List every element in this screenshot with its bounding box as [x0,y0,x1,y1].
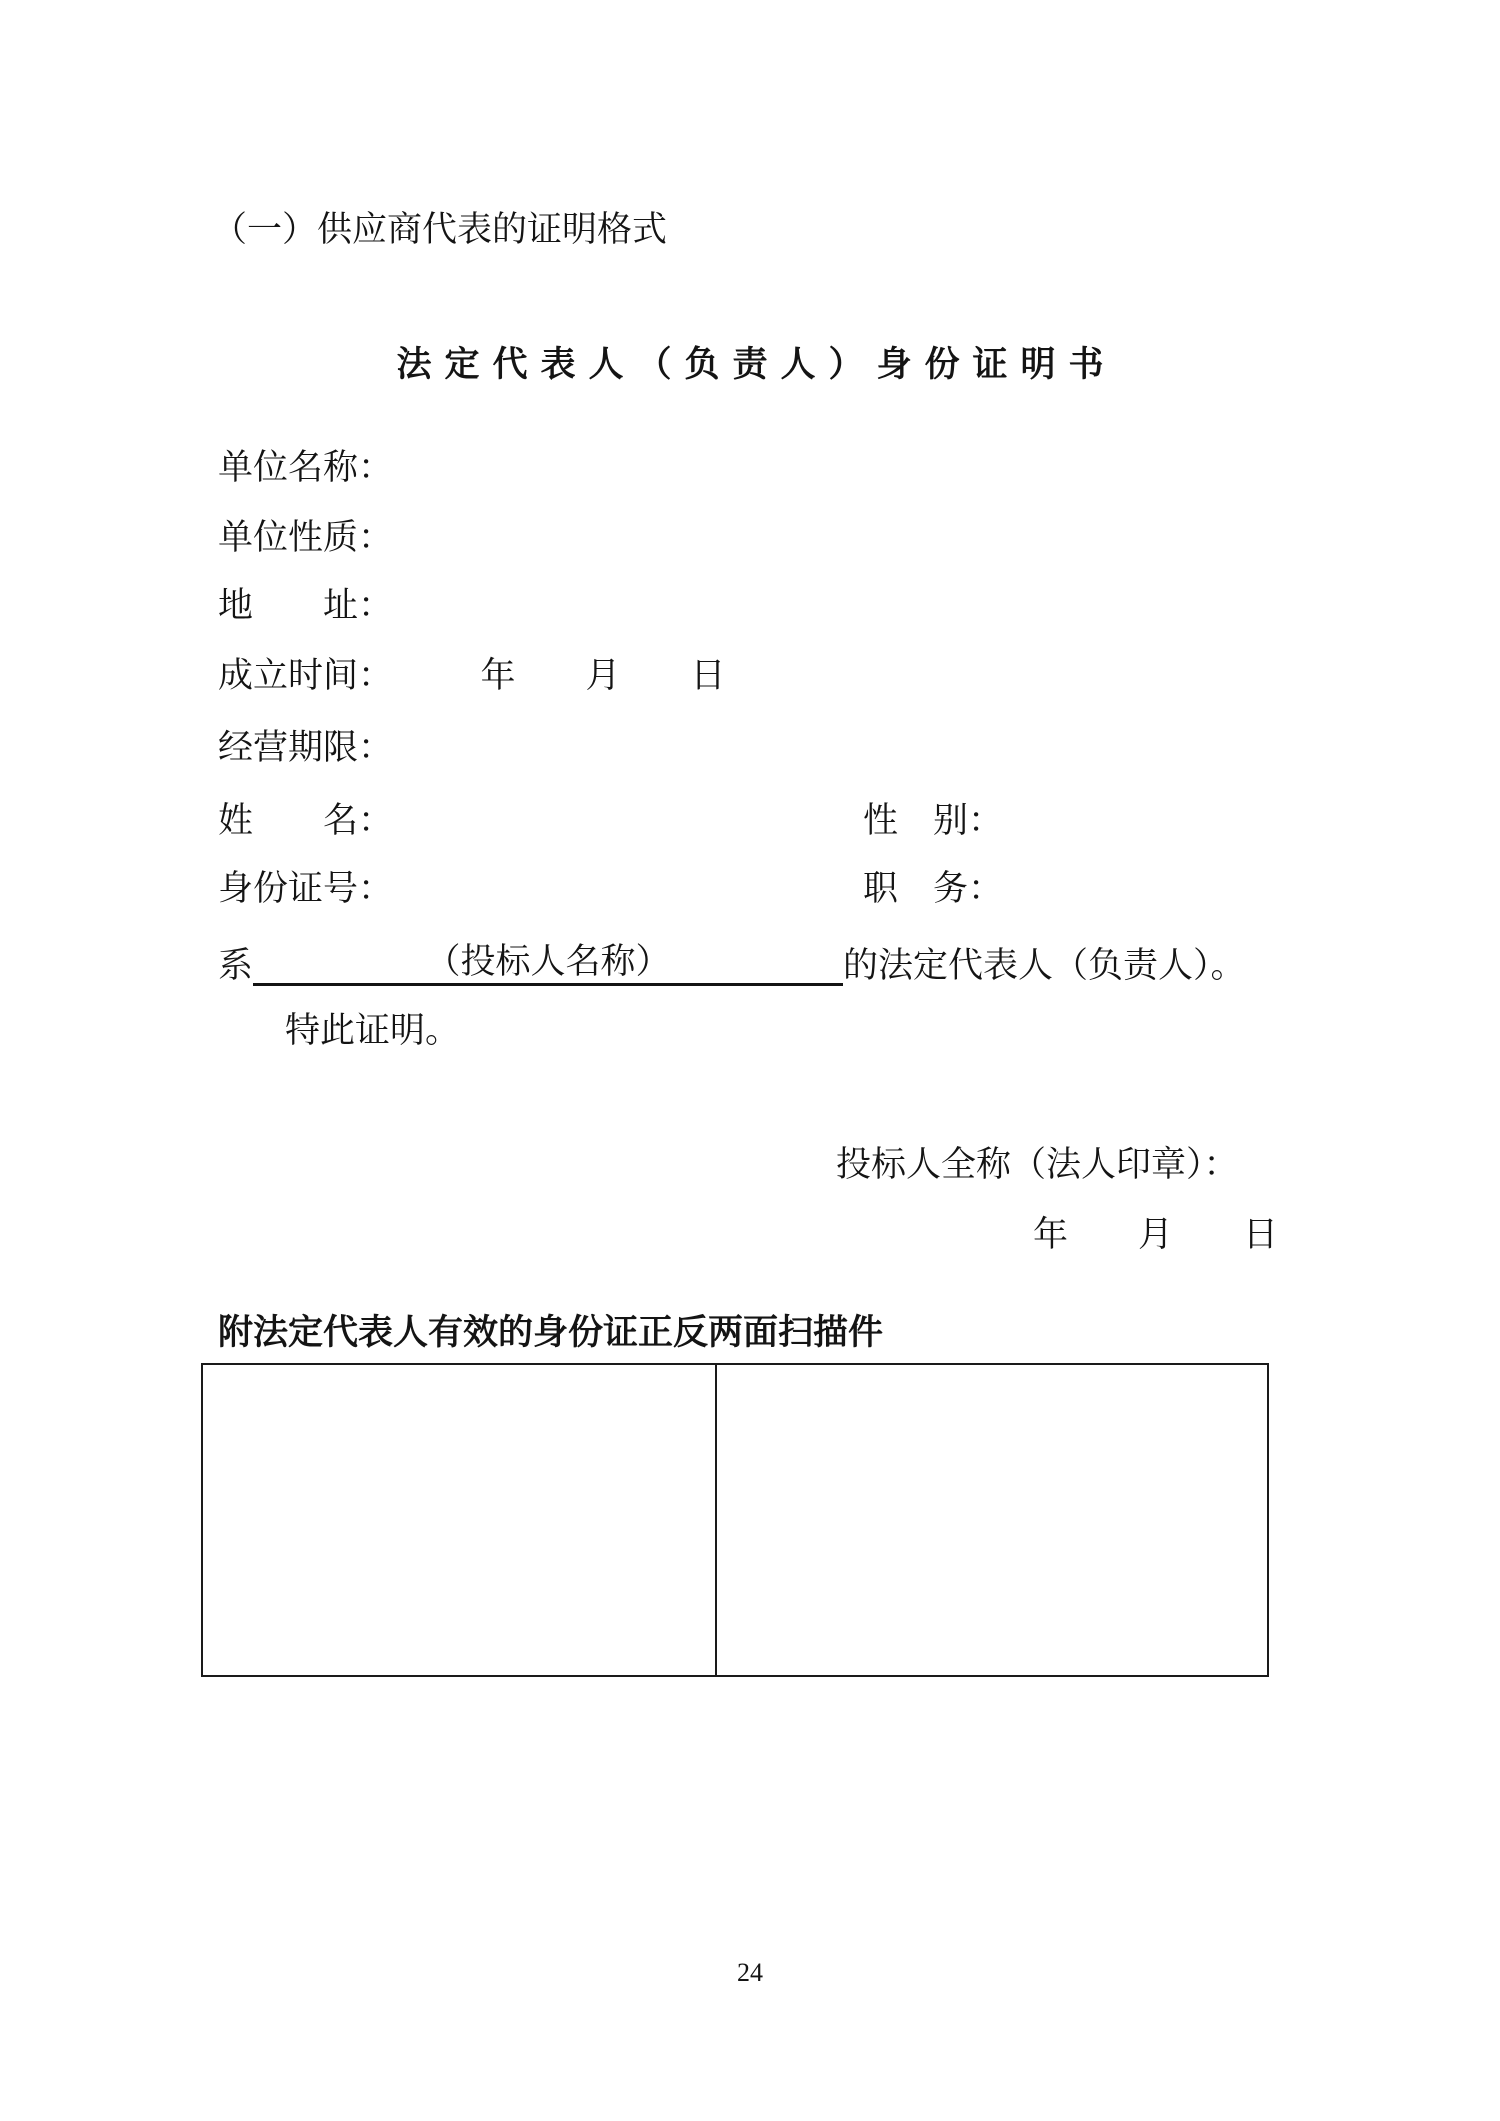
field-label-business-term: 经营期限： [218,728,394,767]
signature-bidder-name-label: 投标人全称（法人印章）： [836,1145,1239,1184]
page-number: 24 [737,1958,763,1987]
document-title: 法定代表人（负责人）身份证明书 [396,345,1117,384]
field-label-name: 姓 名： [218,801,394,840]
id-card-scan-table [201,1363,1269,1677]
field-label-gender: 性 别： [863,801,1004,840]
section-heading: （一）供应商代表的证明格式 [212,210,668,249]
signature-date-label: 年 月 日 [1033,1215,1279,1254]
field-label-id-number: 身份证号： [218,869,394,908]
attachment-heading: 附法定代表人有效的身份证正反两面扫描件 [218,1313,884,1352]
statement-line [218,941,1246,986]
id-card-scan-cell-front [203,1365,717,1675]
statement-prefix: 系 [218,946,254,985]
field-label-company-type: 单位性质： [218,518,394,557]
certify-line: 特此证明。 [285,1011,461,1050]
statement-suffix: 的法定代表人（负责人）。 [843,946,1246,985]
field-label-address: 地 址： [218,586,394,625]
field-label-established-date: 成立时间： 年 月 日 [218,656,726,695]
statement-blank-underline: （投标人名称） [253,941,843,986]
field-label-company-name: 单位名称： [218,448,394,487]
field-label-position: 职 务： [863,869,1004,908]
id-card-scan-cell-back [717,1365,1267,1675]
